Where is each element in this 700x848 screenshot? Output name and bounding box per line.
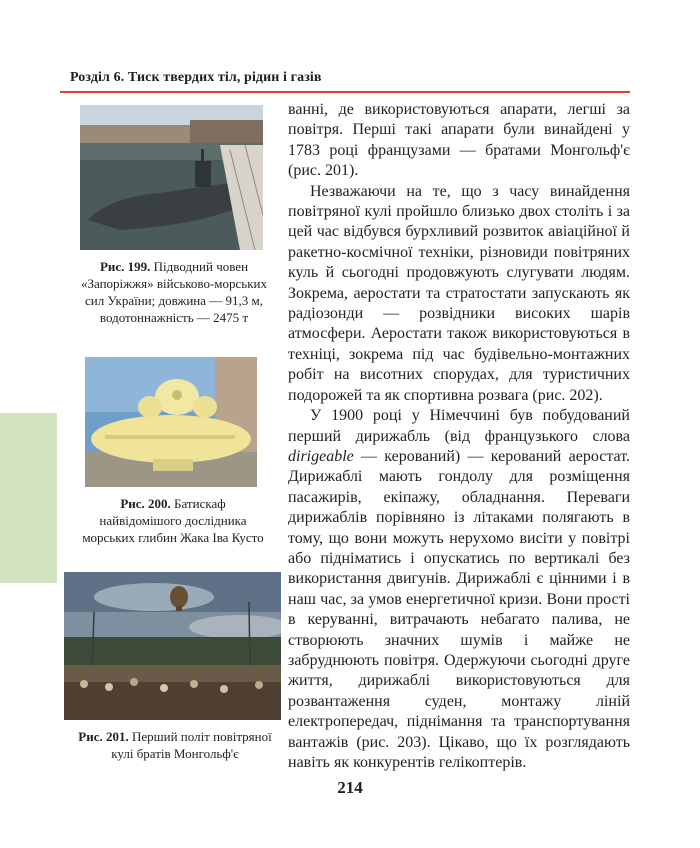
figure-201-text: Перший політ повітряної кулі братів Монгольф'є	[111, 729, 272, 761]
submarine-photo	[80, 105, 263, 250]
page-number: 214	[337, 778, 363, 797]
paragraph-balloons: Незважаючи на те, що з часу винайдення повітряної кулі пройшло близько двох століть і за цей час відбувся бурхливий розвиток авіаційної й ракетно-космічної техніки, різновиди повітряних куль й сьогодні продовжують слугувати людям. Зокрема, аеростати та стратостати запускають як радіозонди — розвідники високих шарів атмосфери. Аеростати також використовуються в техніці, зокрема під час будівельно-монтажних робіт на висотних спорудах, для туристичних подорожей та як спортивна розвага (рис. 202).	[288, 182, 630, 404]
paragraph-dirigible	[288, 406, 630, 773]
bathyscaphe-photo	[85, 357, 257, 487]
figure-200-label: Рис. 200.	[120, 496, 171, 511]
figure-199-text: Підводний човен «Запоріжжя» військово-морських сил України; довжина — 91,3 м, водотоннажність — 2475 т	[80, 259, 267, 325]
dirigeable-term: dirigeable	[288, 447, 354, 465]
main-text-column	[288, 100, 630, 773]
figure-200-text: Батискаф найвідомішого дослідника морських глибин Жака Іва Кусто	[82, 496, 264, 545]
paragraph-continued: ванні, де використовуються апарати, легші за повітря. Перші такі апарати були винайдені у 1783 році французами — братами Монгольф'є (рис. 201).	[288, 101, 630, 180]
header-divider	[60, 91, 630, 93]
figure-201-caption	[70, 728, 280, 762]
figure-199-caption	[75, 258, 273, 326]
paragraph-dirigible-start: У 1900 році у Німеччині був побудований перший дирижабль (від французького слова	[288, 407, 630, 445]
figure-201-label: Рис. 201.	[78, 729, 129, 744]
figure-200-caption	[78, 495, 268, 546]
paragraph-dirigible-rest: — керований) — керований аеростат. Дирижаблі мають гондолу для розміщення пасажирів, екіпажу, обладнання. Переваги дирижаблів порівняно із літаками полягають в тому, що вони можуть нерухомо висіти у повітрі або підніматись і опускатись по вертикалі без використання двигунів. Дирижаблі є цінними і в наш час, за умов енергетичної кризи. Вони прості в керуванні, витрачають небагато палива, не створюють значних шумів і майже не забруднюють повітря. Одержуючи сьогодні друге життя, дирижаблі використовуються для розвантаження суден, монтажу ліній електропередач, піднімання та транспортування вантажів (рис. 203). Цікаво, що їх розглядають навіть як конкурентів гелікоптерів.	[288, 447, 630, 771]
montgolfier-balloon-painting	[64, 572, 281, 720]
figure-199-label: Рис. 199.	[99, 259, 151, 274]
chapter-header: Розділ 6. Тиск твердих тіл, рідин і газів	[70, 70, 322, 85]
side-margin-tab	[0, 413, 57, 583]
